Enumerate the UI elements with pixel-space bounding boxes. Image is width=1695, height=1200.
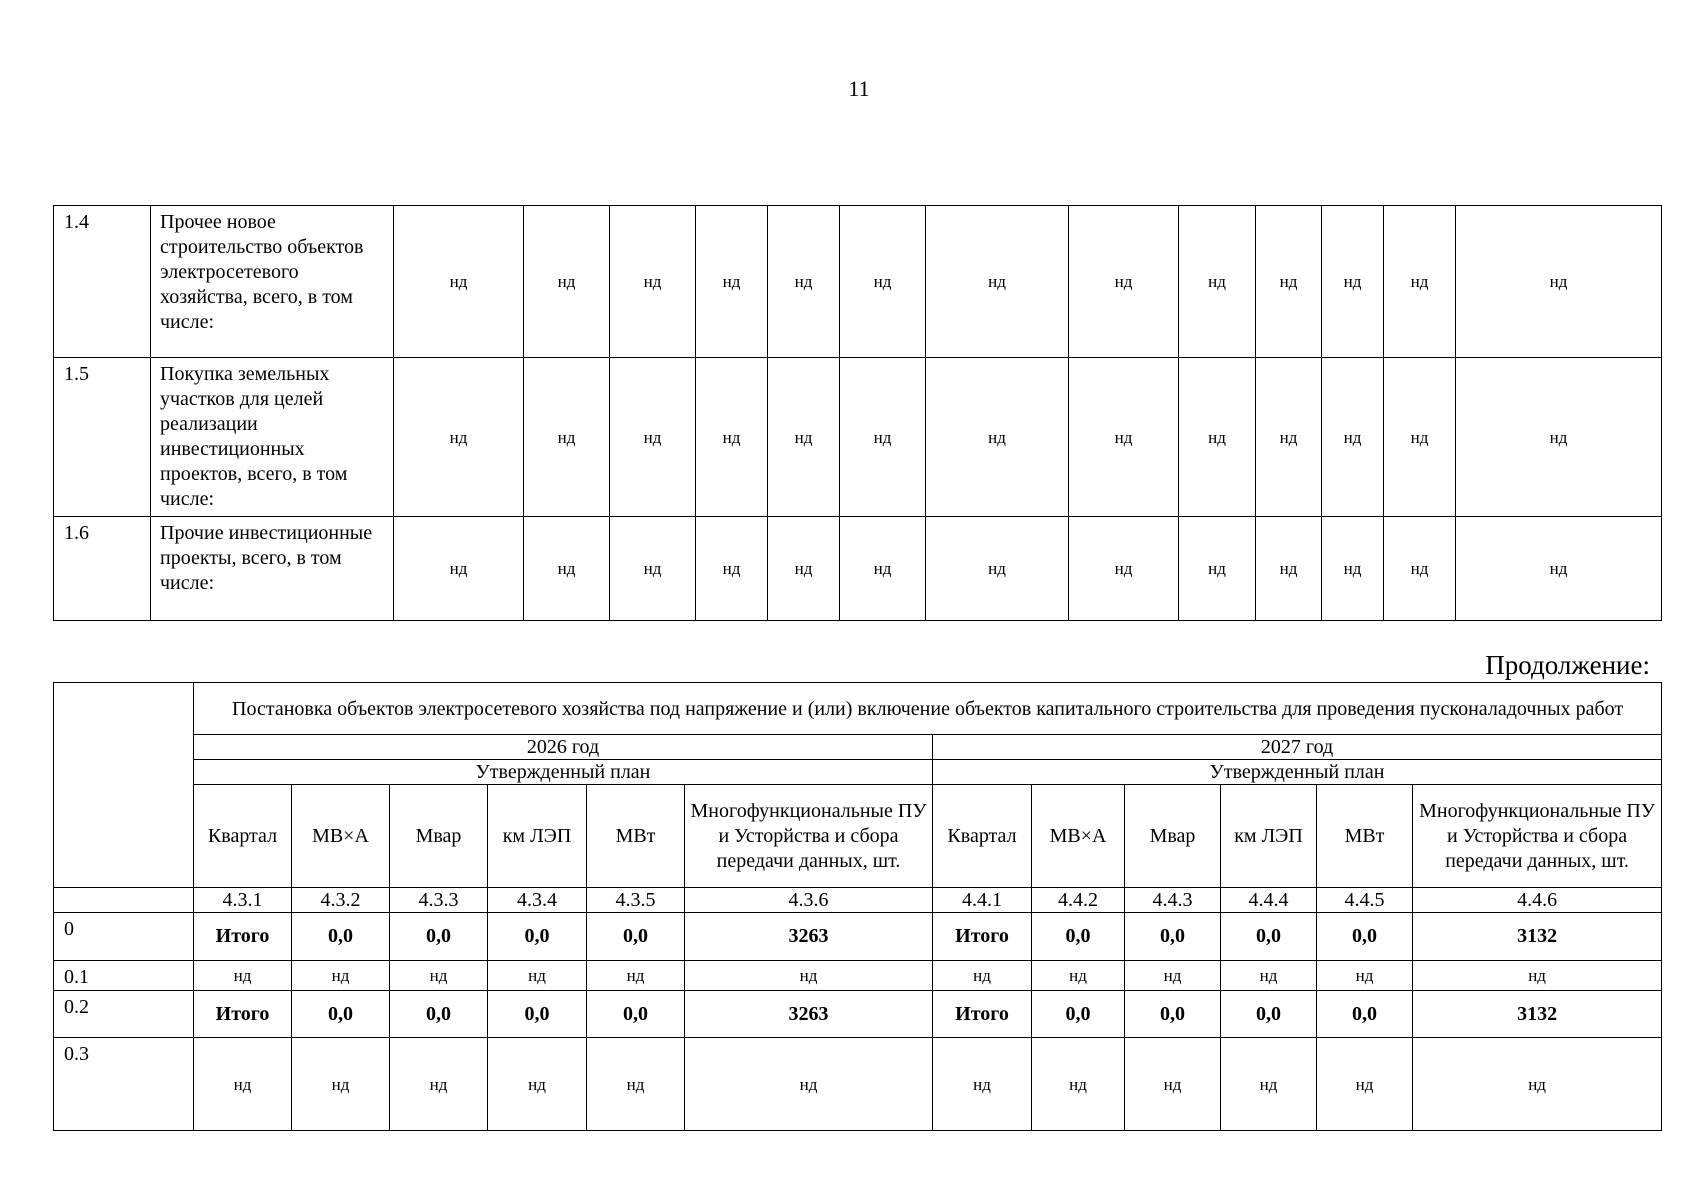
value-cell: нд: [194, 961, 292, 991]
value-cell: нд: [1456, 517, 1662, 621]
column-header: МВт: [587, 785, 685, 888]
value-cell: нд: [1456, 358, 1662, 517]
column-code: 4.3.2: [292, 888, 390, 913]
column-header: МВ×А: [1032, 785, 1125, 888]
commissioning-table-body: [54, 683, 1662, 1131]
value-cell: нд: [587, 961, 685, 991]
row-name: Прочие инвестиционные проекты, всего, в том числе:: [151, 517, 394, 621]
value-cell: нд: [1069, 206, 1179, 358]
column-code: 4.4.2: [1032, 888, 1125, 913]
value-cell: нд: [768, 206, 840, 358]
value-cell: нд: [1179, 517, 1256, 621]
column-code: 4.3.6: [685, 888, 933, 913]
plan-2027-header: Утвержденный план: [933, 760, 1662, 785]
value-cell: нд: [488, 1038, 587, 1131]
value-cell: Итого: [194, 991, 292, 1038]
value-cell: нд: [1456, 206, 1662, 358]
value-cell: нд: [768, 517, 840, 621]
value-cell: 0,0: [1125, 991, 1221, 1038]
column-header: Квартал: [933, 785, 1032, 888]
row-number-header-cell: [54, 683, 194, 888]
value-cell: 0,0: [1221, 991, 1317, 1038]
value-cell: нд: [1322, 206, 1384, 358]
value-cell: нд: [394, 517, 524, 621]
table-row: [54, 991, 1662, 1038]
value-cell: нд: [685, 961, 933, 991]
value-cell: Итого: [933, 913, 1032, 961]
row-name: Прочее новое строительство объектов электросетевого хозяйства, всего, в том числе:: [151, 206, 394, 358]
commissioning-table: [53, 682, 1662, 1131]
value-cell: нд: [610, 358, 696, 517]
value-cell: Итого: [933, 991, 1032, 1038]
value-cell: нд: [610, 206, 696, 358]
value-cell: нд: [524, 517, 610, 621]
main-header: Постановка объектов электросетевого хозяйства под напряжение и (или) включение объектов капитального строительства для проведения пусконаладочных работ: [194, 683, 1662, 735]
value-cell: нд: [1125, 1038, 1221, 1131]
value-cell: 0,0: [488, 913, 587, 961]
column-code: 4.3.4: [488, 888, 587, 913]
value-cell: нд: [394, 358, 524, 517]
value-cell: 0,0: [390, 913, 488, 961]
value-cell: нд: [292, 1038, 390, 1131]
value-cell: 0,0: [1317, 991, 1413, 1038]
value-cell: нд: [1384, 206, 1456, 358]
value-cell: Итого: [194, 913, 292, 961]
value-cell: 0,0: [390, 991, 488, 1038]
value-cell: нд: [1125, 961, 1221, 991]
column-header: МВт: [1317, 785, 1413, 888]
value-cell: 0,0: [488, 991, 587, 1038]
value-cell: нд: [926, 358, 1069, 517]
table-row: [54, 913, 1662, 961]
value-cell: нд: [1069, 358, 1179, 517]
year-2026-header: 2026 год: [194, 735, 933, 760]
column-code: 4.3.3: [390, 888, 488, 913]
value-cell: 0,0: [587, 991, 685, 1038]
row-number: 1.6: [54, 517, 151, 621]
value-cell: нд: [587, 1038, 685, 1131]
value-cell: нд: [840, 517, 926, 621]
value-cell: нд: [1322, 358, 1384, 517]
table-row: [54, 1038, 1662, 1131]
row-number: 0: [54, 913, 194, 961]
column-header: Мвар: [390, 785, 488, 888]
row-number: 0.1: [54, 961, 194, 991]
value-cell: нд: [1317, 961, 1413, 991]
value-cell: нд: [1221, 1038, 1317, 1131]
column-header-row: [54, 785, 1662, 888]
column-header: МВ×А: [292, 785, 390, 888]
column-code: 4.4.5: [1317, 888, 1413, 913]
column-header: Многофункциональные ПУ и Усторйства и сбора передачи данных, шт.: [1413, 785, 1662, 888]
column-code: 4.4.4: [1221, 888, 1317, 913]
continuation-label: Продолжение:: [1485, 650, 1650, 680]
value-cell: 0,0: [1221, 913, 1317, 961]
value-cell: нд: [292, 961, 390, 991]
value-cell: нд: [933, 961, 1032, 991]
value-cell: нд: [696, 358, 768, 517]
value-cell: нд: [840, 206, 926, 358]
value-cell: 0,0: [1125, 913, 1221, 961]
value-cell: нд: [1384, 517, 1456, 621]
value-cell: нд: [685, 1038, 933, 1131]
plan-header-row: [54, 760, 1662, 785]
value-cell: нд: [840, 358, 926, 517]
value-cell: нд: [1256, 517, 1322, 621]
value-cell: нд: [1032, 961, 1125, 991]
column-header: км ЛЭП: [1221, 785, 1317, 888]
column-code-blank: [54, 888, 194, 913]
value-cell: 0,0: [587, 913, 685, 961]
page-number: 11: [848, 76, 870, 101]
value-cell: нд: [1413, 1038, 1662, 1131]
value-cell: нд: [926, 206, 1069, 358]
column-code-row: [54, 888, 1662, 913]
table-row: [54, 961, 1662, 991]
value-cell: 0,0: [292, 913, 390, 961]
column-code: 4.4.3: [1125, 888, 1221, 913]
value-cell: нд: [394, 206, 524, 358]
value-cell: нд: [696, 517, 768, 621]
value-cell: нд: [1413, 961, 1662, 991]
column-header: Квартал: [194, 785, 292, 888]
value-cell: нд: [1179, 206, 1256, 358]
column-header: Многофункциональные ПУ и Усторйства и сбора передачи данных, шт.: [685, 785, 933, 888]
value-cell: 3263: [685, 991, 933, 1038]
column-code: 4.3.5: [587, 888, 685, 913]
value-cell: нд: [1032, 1038, 1125, 1131]
value-cell: 3132: [1413, 991, 1662, 1038]
table-row: [54, 358, 1662, 517]
value-cell: нд: [610, 517, 696, 621]
value-cell: нд: [1179, 358, 1256, 517]
row-name: Покупка земельных участков для целей реализации инвестиционных проектов, всего, в том числе:: [151, 358, 394, 517]
row-number: 0.3: [54, 1038, 194, 1131]
value-cell: нд: [1256, 206, 1322, 358]
value-cell: 0,0: [1032, 991, 1125, 1038]
value-cell: 3263: [685, 913, 933, 961]
value-cell: нд: [933, 1038, 1032, 1131]
column-code: 4.4.1: [933, 888, 1032, 913]
column-header: км ЛЭП: [488, 785, 587, 888]
year-2027-header: 2027 год: [933, 735, 1662, 760]
value-cell: нд: [1221, 961, 1317, 991]
row-number: 1.5: [54, 358, 151, 517]
value-cell: нд: [1256, 358, 1322, 517]
value-cell: нд: [488, 961, 587, 991]
value-cell: нд: [1317, 1038, 1413, 1131]
value-cell: 3132: [1413, 913, 1662, 961]
column-code: 4.3.1: [194, 888, 292, 913]
value-cell: нд: [696, 206, 768, 358]
value-cell: нд: [1384, 358, 1456, 517]
value-cell: нд: [390, 961, 488, 991]
row-number: 0.2: [54, 991, 194, 1038]
top-table-body: [54, 206, 1662, 621]
value-cell: нд: [390, 1038, 488, 1131]
table-row: [54, 517, 1662, 621]
column-header: Мвар: [1125, 785, 1221, 888]
value-cell: нд: [524, 206, 610, 358]
value-cell: нд: [926, 517, 1069, 621]
plan-2026-header: Утвержденный план: [194, 760, 933, 785]
value-cell: нд: [768, 358, 840, 517]
value-cell: 0,0: [292, 991, 390, 1038]
value-cell: нд: [194, 1038, 292, 1131]
row-number: 1.4: [54, 206, 151, 358]
table-row: [54, 206, 1662, 358]
value-cell: нд: [1322, 517, 1384, 621]
investment-table-top: [53, 205, 1662, 621]
value-cell: 0,0: [1032, 913, 1125, 961]
value-cell: 0,0: [1317, 913, 1413, 961]
year-header-row: [54, 735, 1662, 760]
value-cell: нд: [524, 358, 610, 517]
column-code: 4.4.6: [1413, 888, 1662, 913]
value-cell: нд: [1069, 517, 1179, 621]
main-header-row: [54, 683, 1662, 735]
